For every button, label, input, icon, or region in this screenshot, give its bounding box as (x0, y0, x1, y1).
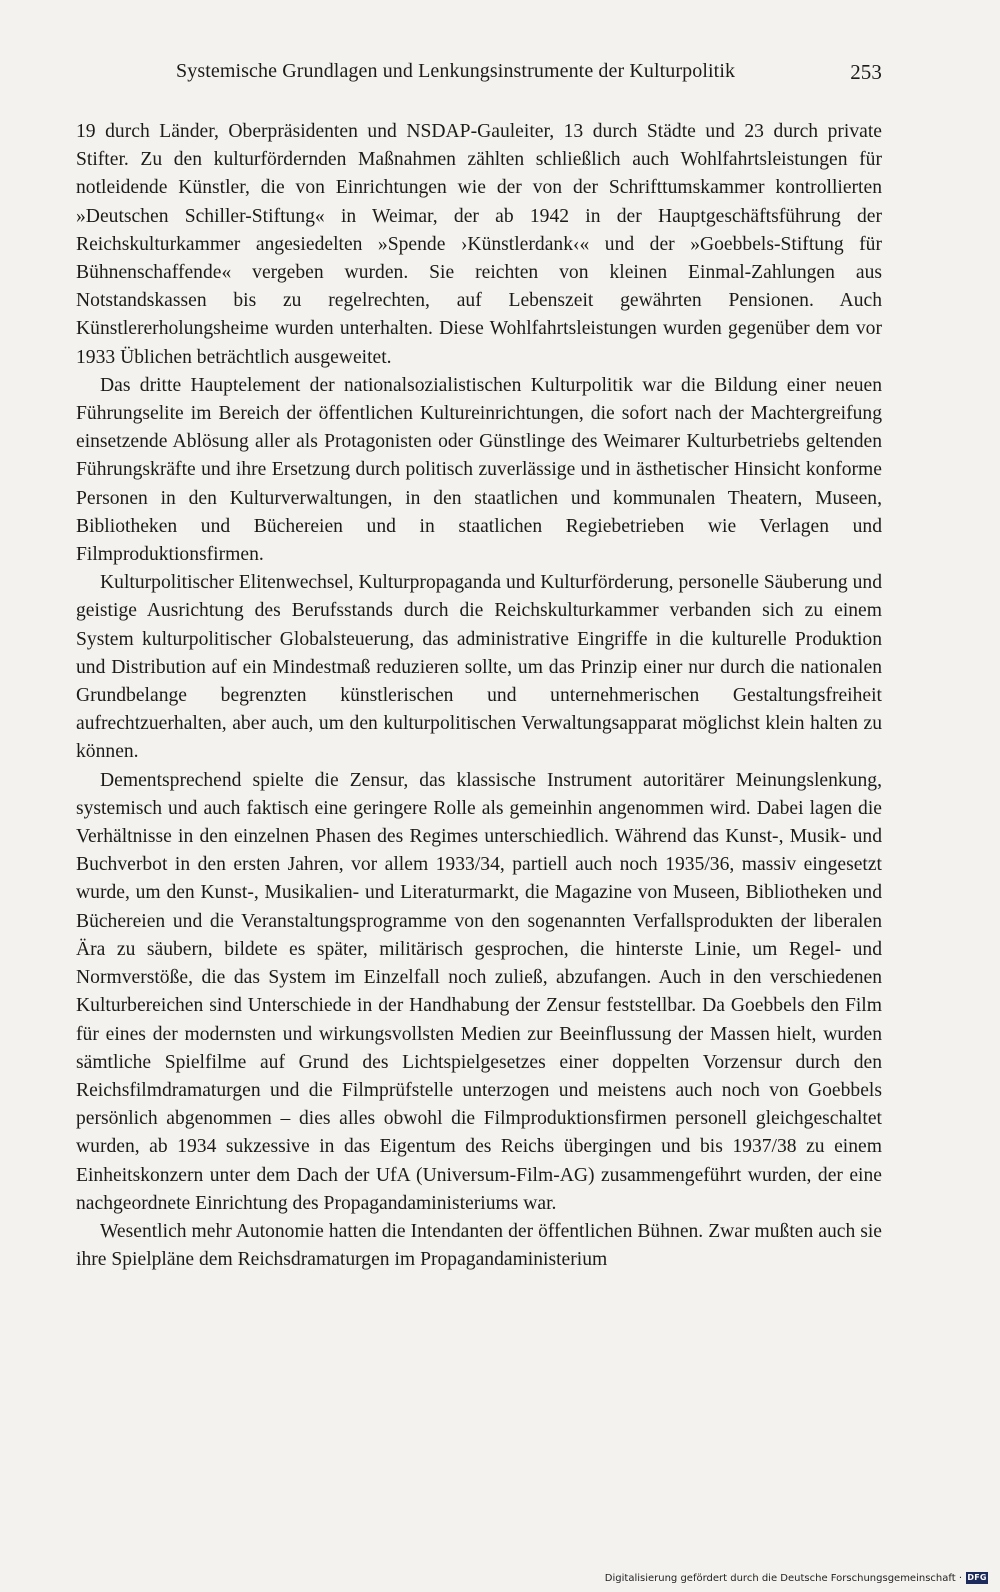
paragraph-2: Das dritte Hauptelement der nationalsozialistischen Kulturpolitik war die Bildung einer neuen Führungselite im Bereich der öffentlichen Kultureinrichtungen, die sofort nach der Machtergreifung einsetzende Ablösung aller als Protagonisten oder Günstlinge des Weimarer Kulturbetriebs geltenden Führungskräfte und ihre Ersetzung durch politisch zuverlässige und in ästhetischer Hinsicht konforme Personen in den Kulturverwaltungen, in den staatlichen und kommunalen Theatern, Museen, Bibliotheken und Büchereien und in staatlichen Regiebetrieben wie Verlagen und Filmproduktionsfirmen. (76, 374, 882, 566)
credit-text: Digitalisierung gefördert durch die Deutsche Forschungsgemeinschaft · (604, 1572, 962, 1584)
paragraph-3: Kulturpolitischer Elitenwechsel, Kulturpropaganda und Kulturförderung, personelle Säuberung und geistige Ausrichtung des Berufsstands durch die Reichskulturkammer verbanden sich zu einem System kulturpolitischer Globalsteuerung, das administrative Eingriffe in die kulturelle Produktion und Distribution auf ein Mindestmaß reduzieren sollte, um das Prinzip einer nur durch die nationalen Grundbelange begrenzten künstlerischen und unternehmerischen Gestaltungsfreiheit aufrechtzuerhalten, aber auch, um den kulturpolitischen Verwaltungsapparat möglichst klein halten zu können. (76, 572, 882, 763)
paragraph-1: 19 durch Länder, Oberpräsidenten und NSDAP-Gauleiter, 13 durch Städte und 23 durch private Stifter. Zu den kulturfördernden Maßnahmen zählten schließlich auch Wohlfahrtsleistungen für notleidende Künstler, die von Einrichtungen wie der von der Schrifttumskammer kontrollierten »Deutschen Schiller-Stiftung« in Weimar, der ab 1942 in der Hauptgeschäftsführung der Reichskulturkammer angesiedelten »Spende ›Künstlerdank‹« und der »Goebbels-Stiftung für Bühnenschaffende« vergeben wurden. Sie reichten von kleinen Einmal-Zahlungen aus Notstandskassen bis zu regelrechten, auf Lebenszeit gewährten Pensionen. Auch Künstlererholungsheime wurden unterhalten. Diese Wohlfahrtsleistungen wurden gegenüber dem vor 1933 Üblichen beträchtlich ausgeweitet. (76, 121, 882, 368)
body-text (76, 118, 882, 1274)
page-number: 253 (850, 60, 882, 84)
paragraph-5: Wesentlich mehr Autonomie hatten die Intendanten der öffentlichen Bühnen. Zwar mußten auch sie ihre Spielpläne dem Reichsdramaturgen im Propagandaministerium (76, 1220, 882, 1271)
running-title: Systemische Grundlagen und Lenkungsinstrumente der Kulturpolitik (176, 60, 736, 82)
paragraph-4: Dementsprechend spielte die Zensur, das klassische Instrument autoritärer Meinungslenkung, systemisch und auch faktisch eine geringere Rolle als gemeinhin angenommen wird. Dabei lagen die Verhältnisse in den einzelnen Phasen des Regimes unterschiedlich. Während das Kunst-, Musik- und Buchverbot in den ersten Jahren, vor allem 1933/34, partiell auch noch 1935/36, massiv eingesetzt wurde, um den Kunst-, Musikalien- und Literaturmarkt, die Magazine von Museen, Bibliotheken und Büchereien und die Veranstaltungsprogramme von den sogenannten Verfallsprodukten der liberalen Ära zu säubern, bildete es später, militärisch gesprochen, die hinterste Linie, um Regel- und Normverstöße, die das System im Einzelfall noch zuließ, abzufangen. Auch in den verschiedenen Kulturbereichen sind Unterschiede in der Handhabung der Zensur feststellbar. Da Goebbels den Film für eines der modernsten und wirkungsvollsten Medien zur Beeinflussung der Massen hielt, wurden sämtliche Spielfilme auf Grund des Lichtspielgesetzes einer doppelten Vorzensur durch den Reichsfilmdramaturgen und die Filmprüfstelle unterzogen und meistens auch noch von Goebbels persönlich abgenommen – dies alles obwohl die Filmproduktionsfirmen personell gleichgeschaltet wurden, ab 1934 sukzessive in das Eigentum des Reichs übergingen und bis 1937/38 zu einem Einheitskonzern unter dem Dach der UfA (Universum-Film-AG) zusammengeführt wurden, der eine nachgeordnete Einrichtung des Propagandaministeriums war. (76, 769, 882, 1214)
dfg-logo: DFG (967, 1573, 987, 1582)
digitization-credit (605, 1570, 988, 1586)
running-head (76, 60, 882, 90)
